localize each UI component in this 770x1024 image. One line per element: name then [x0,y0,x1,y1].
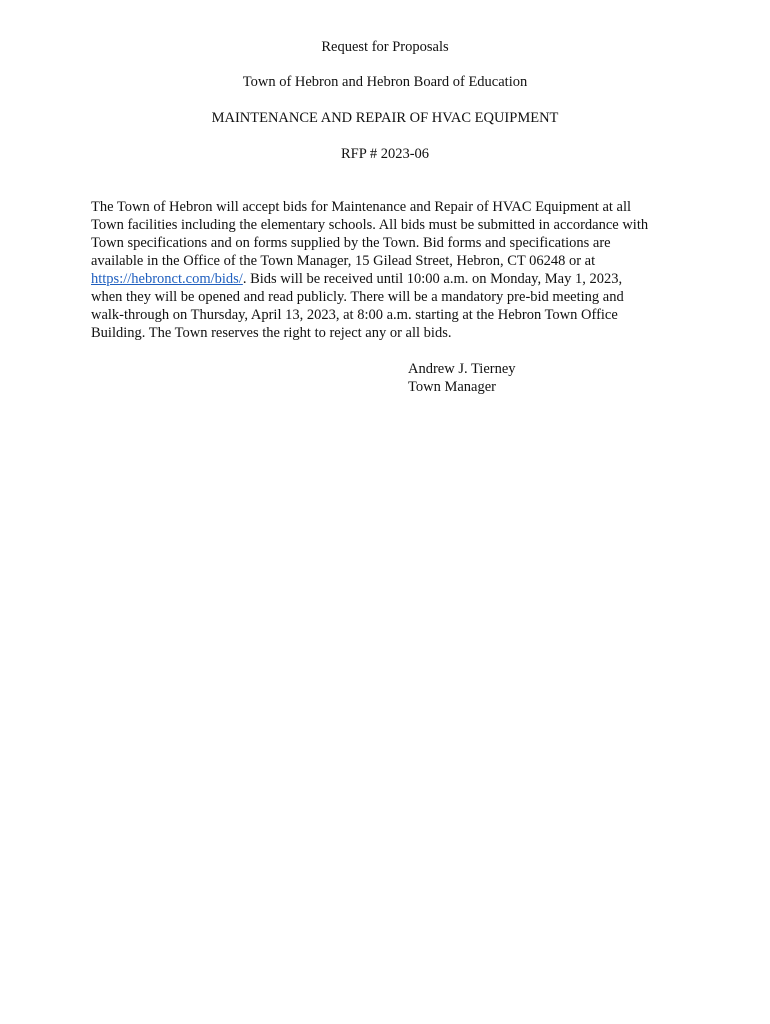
body-line-with-link [91,270,691,288]
body-line: walk-through on Thursday, April 13, 2023, at 8:00 a.m. starting at the Hebron Town Office [91,307,618,323]
body-line: Town specifications and on forms supplied by the Town. Bid forms and specifications are [91,235,611,251]
body-line-text: . Bids will be received until 10:00 a.m. on Monday, May 1, 2023, [242,271,623,287]
signature-block [408,360,516,396]
bids-link[interactable]: https://hebronct.com/bids/ [91,271,243,287]
body-line: Building. The Town reserves the right to reject any or all bids. [91,325,452,341]
document-heading-rfp: Request for Proposals [321,39,449,55]
document-heading-organization: Town of Hebron and Hebron Board of Education [242,74,528,90]
signatory-name: Andrew J. Tierney [408,361,516,377]
body-line: available in the Office of the Town Manager, 15 Gilead Street, Hebron, CT 06248 or at [91,253,596,269]
body-line: when they will be opened and read publicly. There will be a mandatory pre-bid meeting and [91,289,624,305]
body-line: Town facilities including the elementary schools. All bids must be submitted in accordance with [91,217,649,233]
body-line: The Town of Hebron will accept bids for Maintenance and Repair of HVAC Equipment at all [91,199,632,215]
body-paragraph [91,198,691,342]
document-heading-rfp-number: RFP # 2023-06 [340,146,430,162]
signatory-title: Town Manager [408,379,496,395]
document-heading-subject: MAINTENANCE AND REPAIR OF HVAC EQUIPMENT [211,110,559,126]
